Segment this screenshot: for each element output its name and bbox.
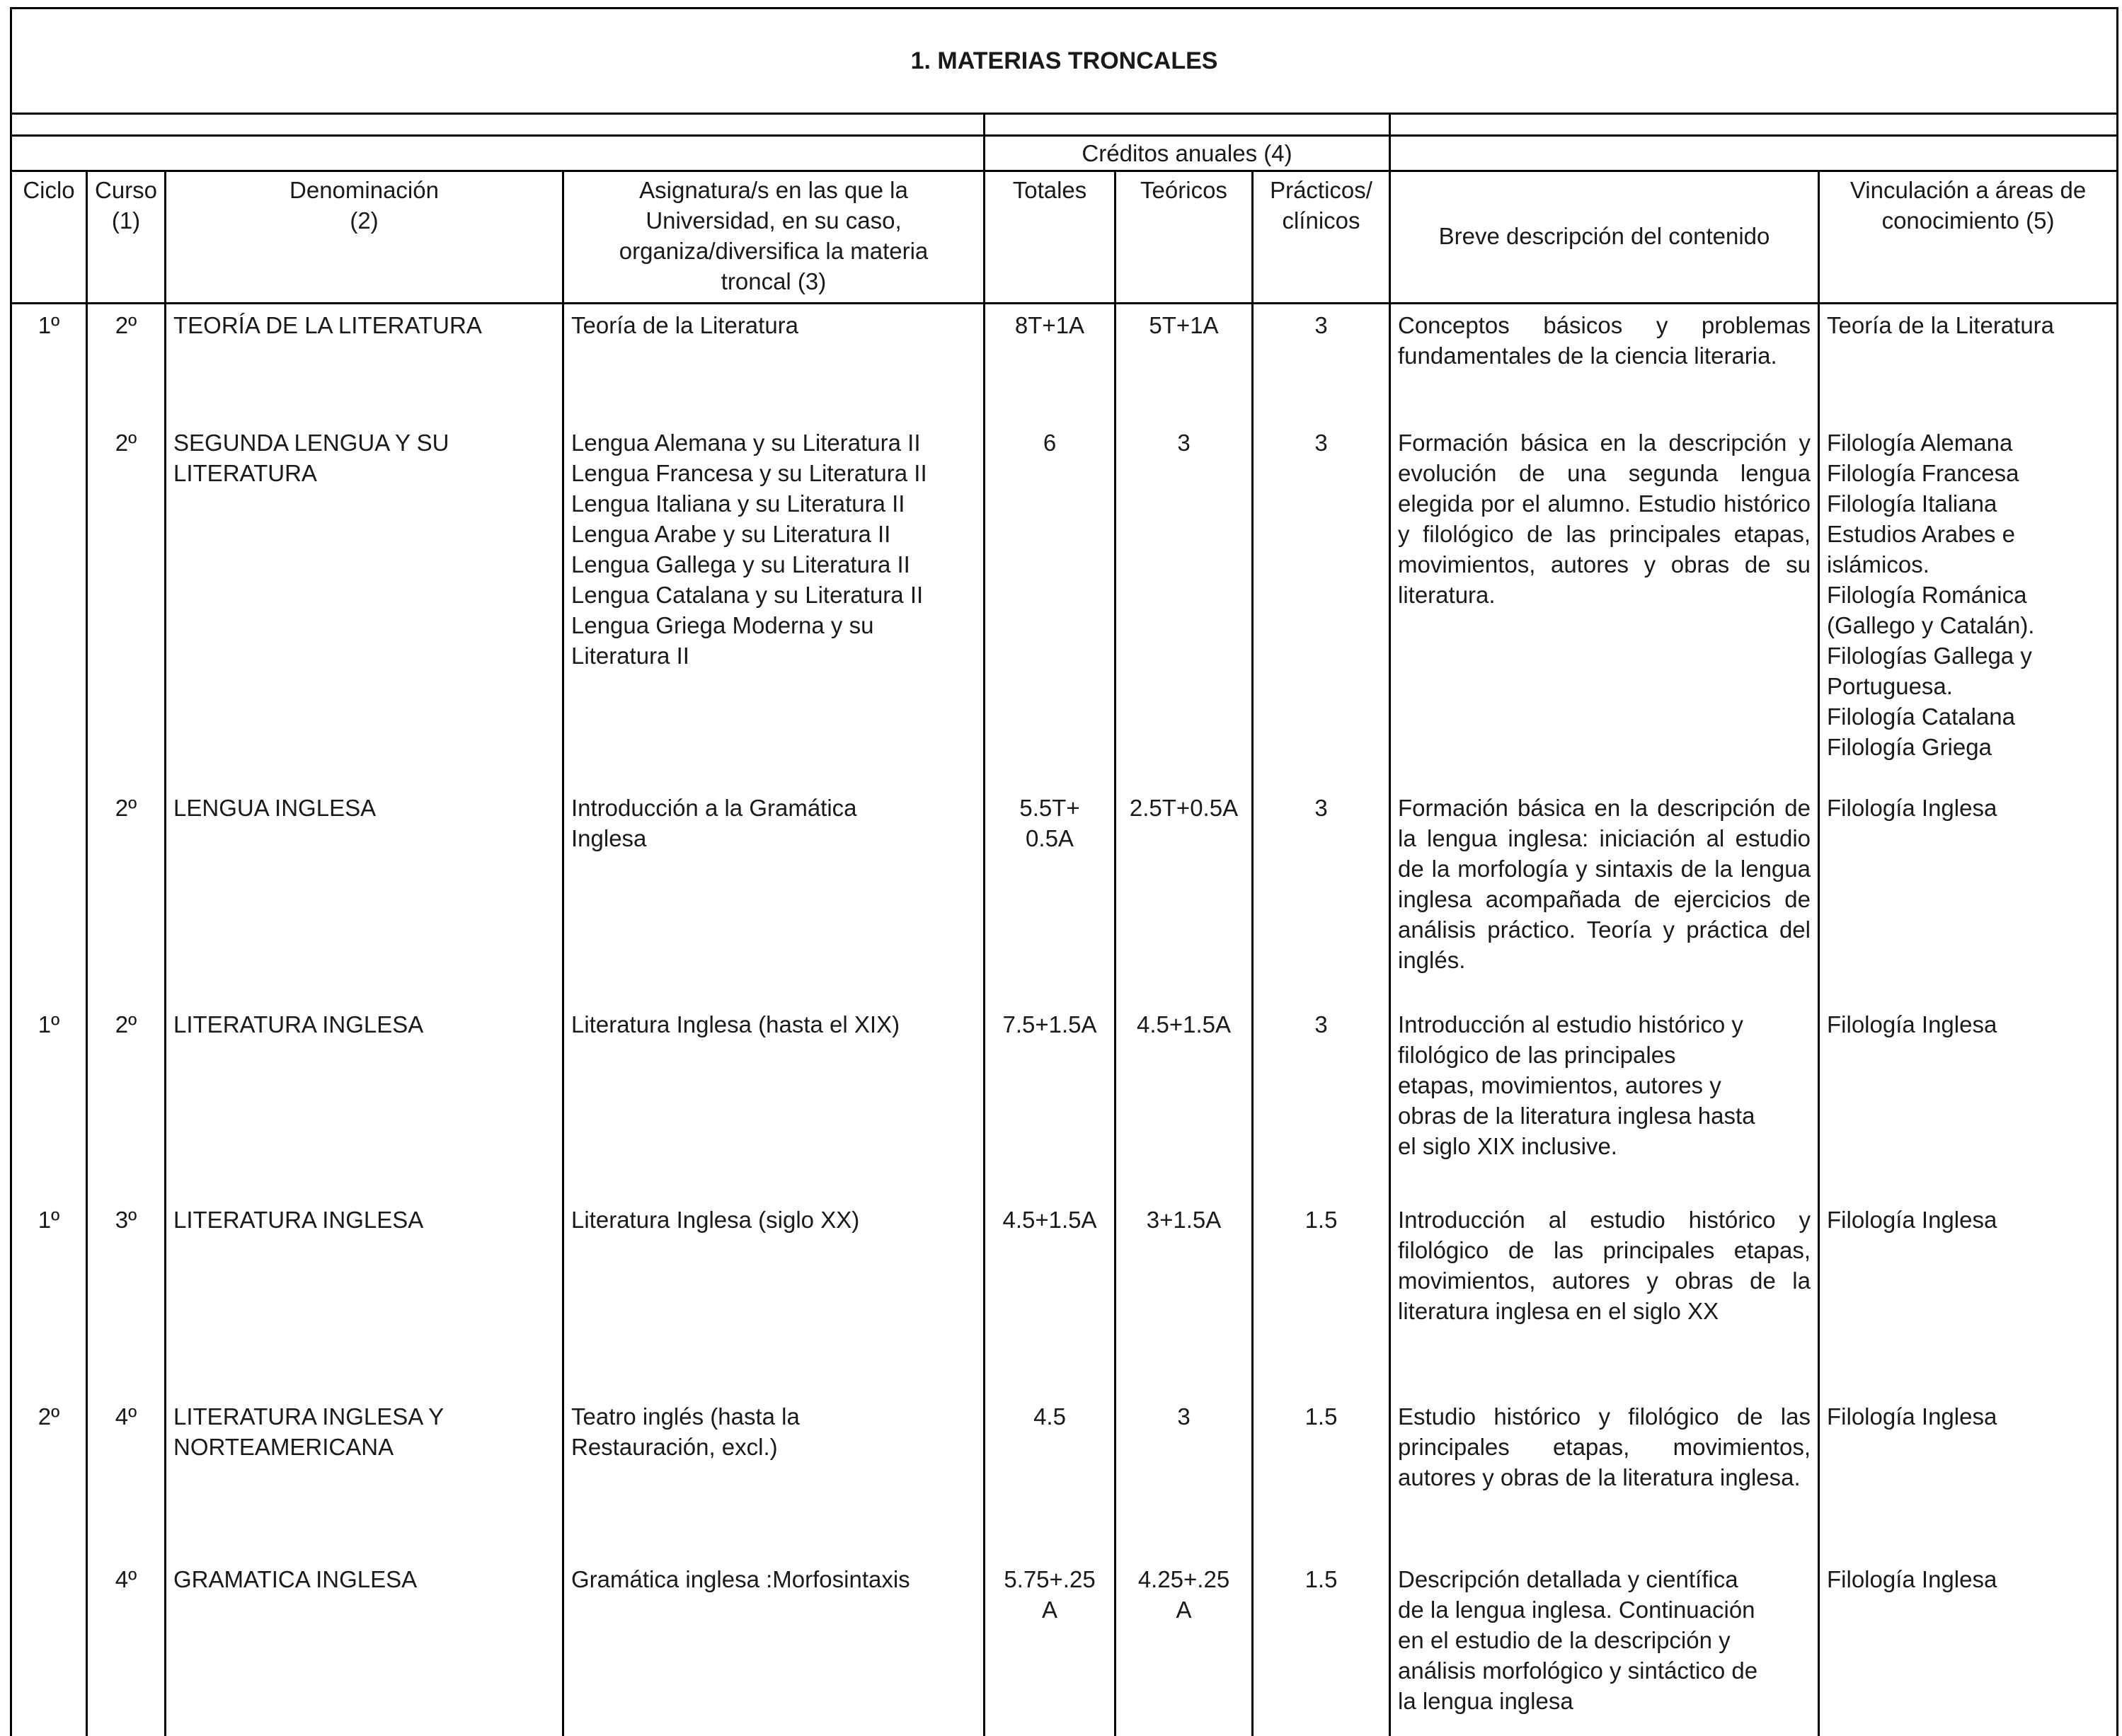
spacer-credits: [985, 114, 1390, 136]
cell-asignaturas: [563, 1558, 985, 1736]
table-row: [11, 1199, 2118, 1396]
cell-vinculacion: [1819, 1004, 2118, 1199]
cell-teoricos: 3+1.5A: [1116, 1199, 1253, 1396]
spacer-left: [11, 114, 985, 136]
table-row: [11, 1396, 2118, 1558]
table-row: [11, 422, 2118, 787]
cell-vinculacion: [1819, 787, 2118, 1004]
cell-totales: 4.5+1.5A: [985, 1199, 1116, 1396]
cell-asignaturas: [563, 422, 985, 787]
cell-asignaturas-line: Restauración, excl.): [571, 1432, 976, 1462]
cell-ciclo: 1º: [11, 1199, 87, 1396]
cell-vinculacion-line: Filología Inglesa: [1827, 1564, 2109, 1594]
cell-teoricos: 4.25+.25 A: [1116, 1558, 1253, 1736]
table-body: [11, 304, 2118, 1736]
cell-teoricos: 5T+1A: [1116, 304, 1253, 422]
cell-vinculacion-line: islámicos.: [1827, 549, 2109, 580]
cell-ciclo: [11, 787, 87, 1004]
cell-practicos: 3: [1253, 1004, 1390, 1199]
cell-vinculacion: [1819, 1558, 2118, 1736]
cell-asignaturas-line: Lengua Griega Moderna y su: [571, 610, 976, 640]
cell-totales: 8T+1A: [985, 304, 1116, 422]
cell-vinculacion-line: Filología Inglesa: [1827, 1401, 2109, 1432]
cell-vinculacion: [1819, 1199, 2118, 1396]
spacer-right: [1390, 114, 2118, 136]
header-practicos: Prácticos/ clínicos: [1253, 171, 1390, 304]
cell-practicos: 3: [1253, 304, 1390, 422]
cell-ciclo: [11, 422, 87, 787]
cell-denominacion: GRAMATICA INGLESA: [166, 1558, 563, 1736]
cell-practicos: 1.5: [1253, 1396, 1390, 1558]
cell-descripcion: Conceptos básicos y problemas fundamentales de la ciencia literaria.: [1390, 304, 1819, 422]
cell-teoricos: 3: [1116, 422, 1253, 787]
cell-asignaturas-line: Lengua Alemana y su Literatura II: [571, 427, 976, 458]
cell-vinculacion-line: Filología Inglesa: [1827, 1009, 2109, 1040]
credits-blank-right: [1390, 136, 2118, 171]
table-row: [11, 1004, 2118, 1199]
cell-asignaturas-line: Literatura II: [571, 640, 976, 671]
cell-vinculacion-line: Filología Catalana: [1827, 701, 2109, 732]
cell-asignaturas-line: Lengua Gallega y su Literatura II: [571, 549, 976, 580]
cell-asignaturas-line: Lengua Francesa y su Literatura II: [571, 458, 976, 488]
cell-denominacion: SEGUNDA LENGUA Y SU LITERATURA: [166, 422, 563, 787]
cell-vinculacion-line: (Gallego y Catalán).: [1827, 610, 2109, 640]
cell-descripcion: Estudio histórico y filológico de las principales etapas, movimientos, autores y obras de la literatura inglesa.: [1390, 1396, 1819, 1558]
cell-asignaturas-line: Gramática inglesa :Morfosintaxis: [571, 1564, 976, 1594]
cell-teoricos: 2.5T+0.5A: [1116, 787, 1253, 1004]
cell-vinculacion-line: Estudios Arabes e: [1827, 519, 2109, 549]
cell-curso: 2º: [87, 1004, 166, 1199]
header-asignaturas: Asignatura/s en las que la Universidad, en su caso, organiza/diversifica la materia troncal (3): [563, 171, 985, 304]
cell-asignaturas: [563, 304, 985, 422]
materias-troncales-table: [10, 7, 2118, 1736]
credits-header: Créditos anuales (4): [985, 136, 1390, 171]
cell-teoricos: 3: [1116, 1396, 1253, 1558]
cell-totales: 5.75+.25 A: [985, 1558, 1116, 1736]
header-ciclo: Ciclo: [11, 171, 87, 304]
cell-asignaturas: [563, 1004, 985, 1199]
cell-curso: 4º: [87, 1396, 166, 1558]
cell-vinculacion-line: Filología Inglesa: [1827, 793, 2109, 823]
cell-asignaturas-line: Lengua Arabe y su Literatura II: [571, 519, 976, 549]
table-row: [11, 304, 2118, 422]
cell-asignaturas-line: Inglesa: [571, 823, 976, 853]
cell-vinculacion: [1819, 422, 2118, 787]
cell-descripcion: Formación básica en la descripción y evolución de una segunda lengua elegida por el alumno. Estudio histórico y filológico de las principales etapas, movimientos, autores y obras de su literatura.: [1390, 422, 1819, 787]
header-curso: Curso (1): [87, 171, 166, 304]
cell-vinculacion: [1819, 304, 2118, 422]
cell-practicos: 3: [1253, 787, 1390, 1004]
cell-ciclo: 2º: [11, 1396, 87, 1558]
cell-vinculacion-line: Portuguesa.: [1827, 671, 2109, 701]
cell-descripcion: Introducción al estudio histórico y filológico de las principales etapas, movimientos, autores y obras de la literatura inglesa hasta el siglo XIX inclusive.: [1390, 1004, 1819, 1199]
cell-asignaturas-line: Lengua Italiana y su Literatura II: [571, 488, 976, 519]
header-vinculacion: Vinculación a áreas de conocimiento (5): [1819, 171, 2118, 304]
credits-blank-left: [11, 136, 985, 171]
table-row: [11, 1558, 2118, 1736]
cell-denominacion: LITERATURA INGLESA: [166, 1199, 563, 1396]
cell-practicos: 1.5: [1253, 1558, 1390, 1736]
cell-denominacion: LENGUA INGLESA: [166, 787, 563, 1004]
header-totales: Totales: [985, 171, 1116, 304]
cell-asignaturas-line: Literatura Inglesa (hasta el XIX): [571, 1009, 976, 1040]
cell-ciclo: [11, 1558, 87, 1736]
cell-descripcion: Formación básica en la descripción de la lengua inglesa: iniciación al estudio de la morfología y sintaxis de la lengua inglesa acompañada de ejercicios de análisis práctico. Teoría y práctica del inglés.: [1390, 787, 1819, 1004]
cell-ciclo: 1º: [11, 1004, 87, 1199]
document-page: [10, 7, 2116, 1632]
cell-asignaturas: [563, 1396, 985, 1558]
cell-descripcion: Descripción detallada y científica de la lengua inglesa. Continuación en el estudio de la descripción y análisis morfológico y sintáctico de la lengua inglesa: [1390, 1558, 1819, 1736]
cell-denominacion: LITERATURA INGLESA: [166, 1004, 563, 1199]
header-descripcion: Breve descripción del contenido: [1390, 171, 1819, 304]
cell-vinculacion-line: Filología Alemana: [1827, 427, 2109, 458]
table-title: 1. MATERIAS TRONCALES: [11, 8, 2118, 114]
cell-denominacion: LITERATURA INGLESA Y NORTEAMERICANA: [166, 1396, 563, 1558]
cell-asignaturas-line: Teoría de la Literatura: [571, 310, 976, 340]
cell-ciclo: 1º: [11, 304, 87, 422]
cell-vinculacion: [1819, 1396, 2118, 1558]
header-denominacion: Denominación (2): [166, 171, 563, 304]
cell-totales: 5.5T+ 0.5A: [985, 787, 1116, 1004]
cell-teoricos: 4.5+1.5A: [1116, 1004, 1253, 1199]
cell-asignaturas: [563, 1199, 985, 1396]
cell-curso: 2º: [87, 422, 166, 787]
cell-totales: 6: [985, 422, 1116, 787]
cell-practicos: 3: [1253, 422, 1390, 787]
cell-denominacion: TEORÍA DE LA LITERATURA: [166, 304, 563, 422]
cell-vinculacion-line: Filología Románica: [1827, 580, 2109, 610]
cell-curso: 3º: [87, 1199, 166, 1396]
cell-vinculacion-line: Teoría de la Literatura: [1827, 310, 2109, 340]
cell-asignaturas-line: Teatro inglés (hasta la: [571, 1401, 976, 1432]
cell-curso: 2º: [87, 304, 166, 422]
table-row: [11, 787, 2118, 1004]
header-teoricos: Teóricos: [1116, 171, 1253, 304]
cell-vinculacion-line: Filología Inglesa: [1827, 1205, 2109, 1235]
cell-vinculacion-line: Filología Italiana: [1827, 488, 2109, 519]
cell-curso: 4º: [87, 1558, 166, 1736]
cell-asignaturas-line: Literatura Inglesa (siglo XX): [571, 1205, 976, 1235]
cell-asignaturas-line: Lengua Catalana y su Literatura II: [571, 580, 976, 610]
cell-curso: 2º: [87, 787, 166, 1004]
cell-asignaturas: [563, 787, 985, 1004]
cell-descripcion: Introducción al estudio histórico y filológico de las principales etapas, movimientos, autores y obras de la literatura inglesa en el siglo XX: [1390, 1199, 1819, 1396]
cell-totales: 7.5+1.5A: [985, 1004, 1116, 1199]
cell-asignaturas-line: Introducción a la Gramática: [571, 793, 976, 823]
cell-vinculacion-line: Filologías Gallega y: [1827, 640, 2109, 671]
cell-totales: 4.5: [985, 1396, 1116, 1558]
cell-vinculacion-line: Filología Francesa: [1827, 458, 2109, 488]
cell-vinculacion-line: Filología Griega: [1827, 732, 2109, 762]
cell-practicos: 1.5: [1253, 1199, 1390, 1396]
